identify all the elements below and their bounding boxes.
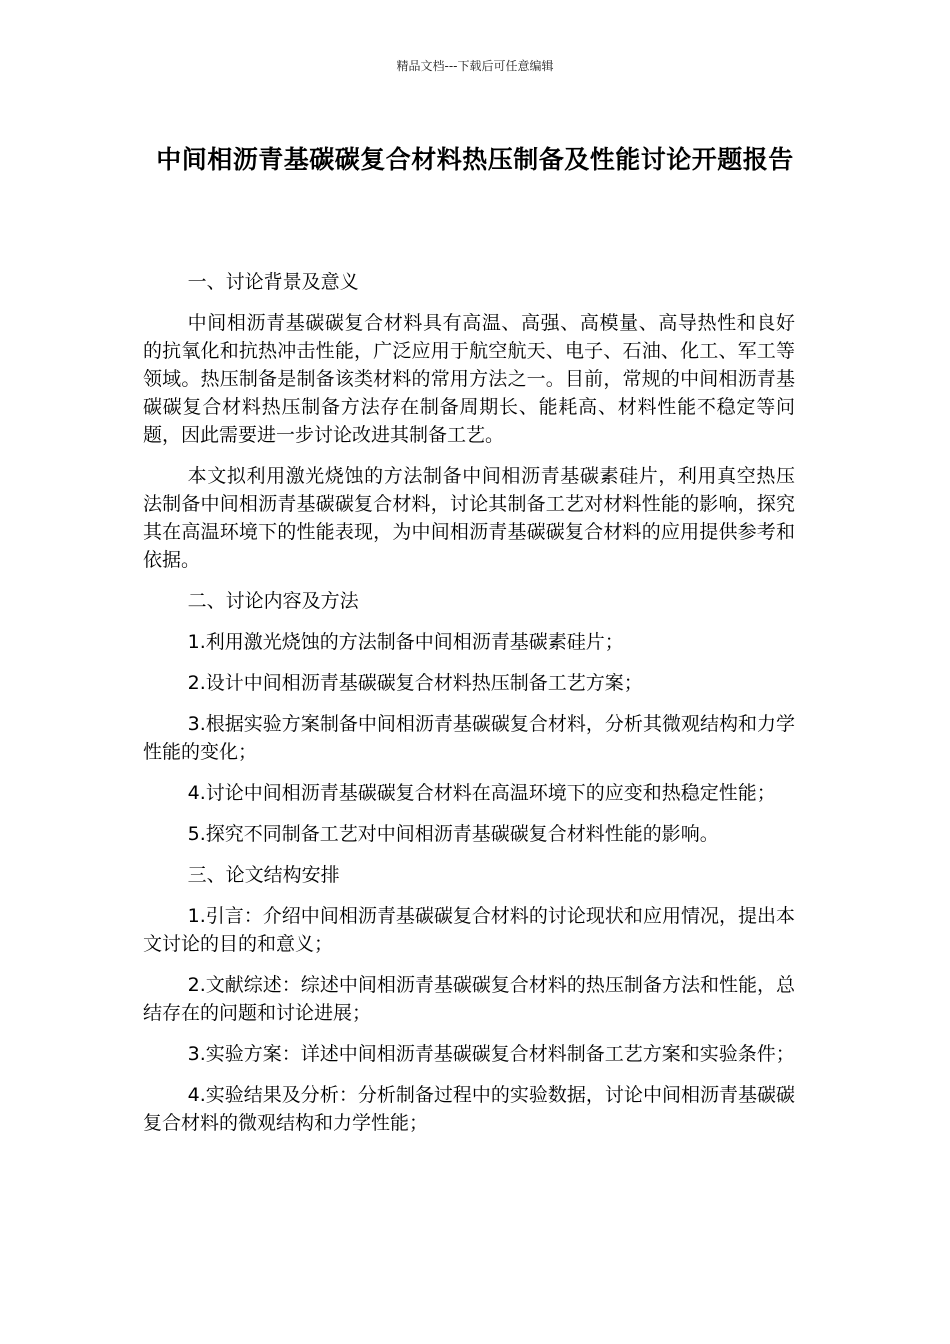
list-item: 1.引言：介绍中间相沥青基碳碳复合材料的讨论现状和应用情况，提出本文讨论的目的和意义； bbox=[143, 905, 795, 955]
section-heading-content-method: 二、讨论内容及方法 bbox=[187, 590, 359, 612]
paragraph-plan: 本文拟利用激光烧蚀的方法制备中间相沥青基碳素硅片，利用真空热压法制备中间相沥青基碳碳复合材料，讨论其制备工艺对材料性能的影响，探究其在高温环境下的性能表现，为中间相沥青基碳碳复合材料的应用提供参考和依据。 bbox=[143, 465, 795, 571]
list-item: 3.实验方案：详述中间相沥青基碳碳复合材料制备工艺方案和实验条件； bbox=[187, 1043, 795, 1065]
list-item: 2.设计中间相沥青基碳碳复合材料热压制备工艺方案； bbox=[187, 672, 643, 694]
section-heading-background: 一、讨论背景及意义 bbox=[187, 271, 359, 293]
header-note: 精品文档---下载后可任意编辑 bbox=[396, 59, 554, 73]
list-item: 3.根据实验方案制备中间相沥青基碳碳复合材料，分析其微观结构和力学性能的变化； bbox=[143, 713, 795, 763]
paragraph-background: 中间相沥青基碳碳复合材料具有高温、高强、高模量、高导热性和良好的抗氧化和抗热冲击性能，广泛应用于航空航天、电子、石油、化工、军工等领域。热压制备是制备该类材料的常用方法之一。目前，常规的中间相沥青基碳碳复合材料热压制备方法存在制备周期长、能耗高、材料性能不稳定等问题，因此需要进一步讨论改进其制备工艺。 bbox=[143, 312, 795, 446]
list-item: 5.探究不同制备工艺对中间相沥青基碳碳复合材料性能的影响。 bbox=[187, 823, 719, 845]
document-title: 中间相沥青基碳碳复合材料热压制备及性能讨论开题报告 bbox=[156, 145, 794, 174]
section-heading-structure: 三、论文结构安排 bbox=[187, 864, 340, 886]
list-item: 2.文献综述：综述中间相沥青基碳碳复合材料的热压制备方法和性能，总结存在的问题和讨论进展； bbox=[143, 974, 795, 1024]
list-item: 4.讨论中间相沥青基碳碳复合材料在高温环境下的应变和热稳定性能； bbox=[187, 782, 776, 804]
list-item: 1.利用激光烧蚀的方法制备中间相沥青基碳素硅片； bbox=[187, 631, 624, 653]
document-body bbox=[143, 268, 795, 1150]
list-item: 4.实验结果及分析：分析制备过程中的实验数据，讨论中间相沥青基碳碳复合材料的微观结构和力学性能； bbox=[143, 1084, 795, 1134]
